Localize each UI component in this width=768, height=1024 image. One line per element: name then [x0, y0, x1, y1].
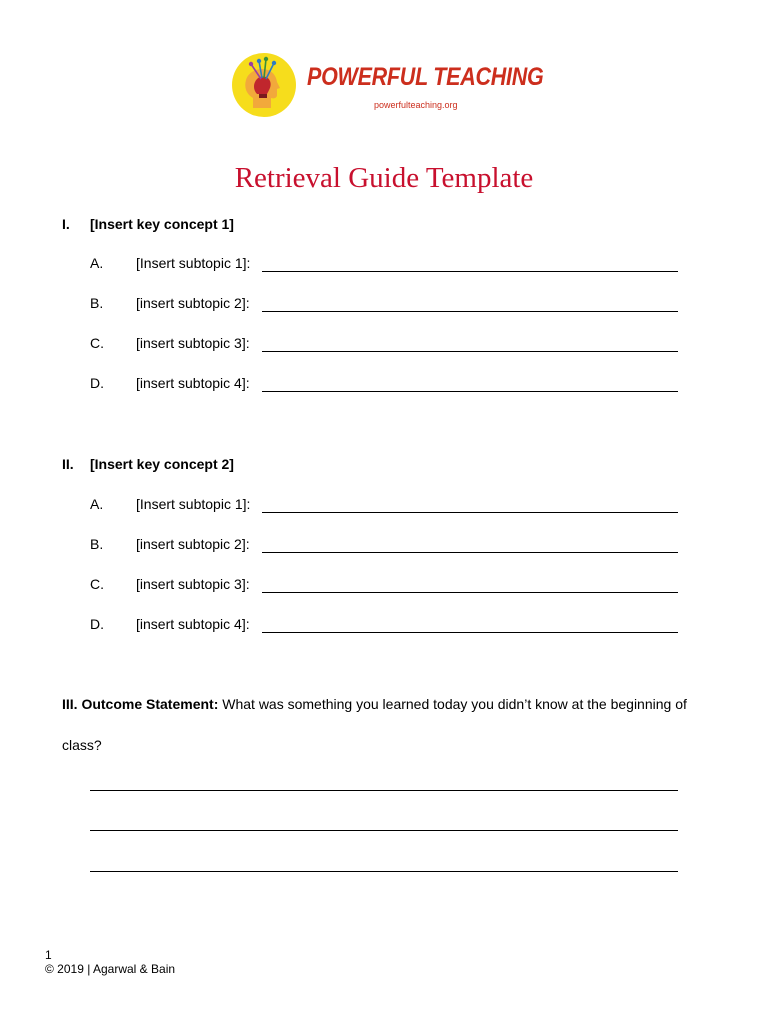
- section-2-concept: [Insert key concept 2]: [90, 456, 234, 472]
- outcome-prompt: What was something you learned today you didn’t know at the beginning of class?: [62, 696, 687, 753]
- answer-line[interactable]: [262, 311, 678, 312]
- section-1-item-b: [90, 295, 680, 315]
- logo-url: powerfulteaching.org: [374, 100, 458, 110]
- section-1-numeral: I.: [62, 216, 70, 232]
- answer-line[interactable]: [262, 391, 678, 392]
- outcome-answer-line[interactable]: [90, 871, 678, 872]
- copyright-notice: © 2019 | Agarwal & Bain: [45, 962, 176, 976]
- section-1-concept: [Insert key concept 1]: [90, 216, 234, 232]
- item-label: [insert subtopic 4]:: [136, 375, 250, 391]
- section-2-numeral: II.: [62, 456, 74, 472]
- lightbulb-head-icon: [231, 52, 297, 118]
- section-1-item-a: [90, 255, 680, 275]
- outcome-label: III. Outcome Statement:: [62, 696, 219, 712]
- section-1-heading: [62, 216, 234, 232]
- answer-line[interactable]: [262, 512, 678, 513]
- item-label: [insert subtopic 4]:: [136, 616, 250, 632]
- item-label: [insert subtopic 3]:: [136, 576, 250, 592]
- outcome-answer-line[interactable]: [90, 790, 678, 791]
- logo-title: POWERFUL TEACHING: [307, 63, 544, 91]
- answer-line[interactable]: [262, 592, 678, 593]
- answer-line[interactable]: [262, 552, 678, 553]
- answer-line[interactable]: [262, 632, 678, 633]
- answer-line[interactable]: [262, 271, 678, 272]
- answer-line[interactable]: [262, 351, 678, 352]
- document-title: Retrieval Guide Template: [234, 162, 534, 194]
- item-letter: A.: [90, 255, 104, 271]
- section-2-heading: [62, 456, 234, 472]
- item-letter: D.: [90, 375, 104, 391]
- item-letter: C.: [90, 576, 104, 592]
- section-2-item-b: [90, 536, 680, 556]
- item-label: [Insert subtopic 1]:: [136, 255, 251, 271]
- section-2-item-d: [90, 616, 680, 636]
- section-2-item-a: [90, 496, 680, 516]
- item-letter: B.: [90, 536, 104, 552]
- item-letter: A.: [90, 496, 104, 512]
- section-1-item-d: [90, 375, 680, 395]
- powerful-teaching-logo: [231, 52, 544, 122]
- section-2-item-c: [90, 576, 680, 596]
- outcome-statement: [62, 684, 702, 766]
- item-label: [insert subtopic 2]:: [136, 536, 250, 552]
- item-label: [insert subtopic 3]:: [136, 335, 250, 351]
- outcome-answer-line[interactable]: [90, 830, 678, 831]
- item-letter: C.: [90, 335, 104, 351]
- section-1-item-c: [90, 335, 680, 355]
- page-number: 1: [45, 948, 52, 962]
- item-letter: B.: [90, 295, 104, 311]
- item-label: [insert subtopic 2]:: [136, 295, 250, 311]
- item-letter: D.: [90, 616, 104, 632]
- item-label: [Insert subtopic 1]:: [136, 496, 251, 512]
